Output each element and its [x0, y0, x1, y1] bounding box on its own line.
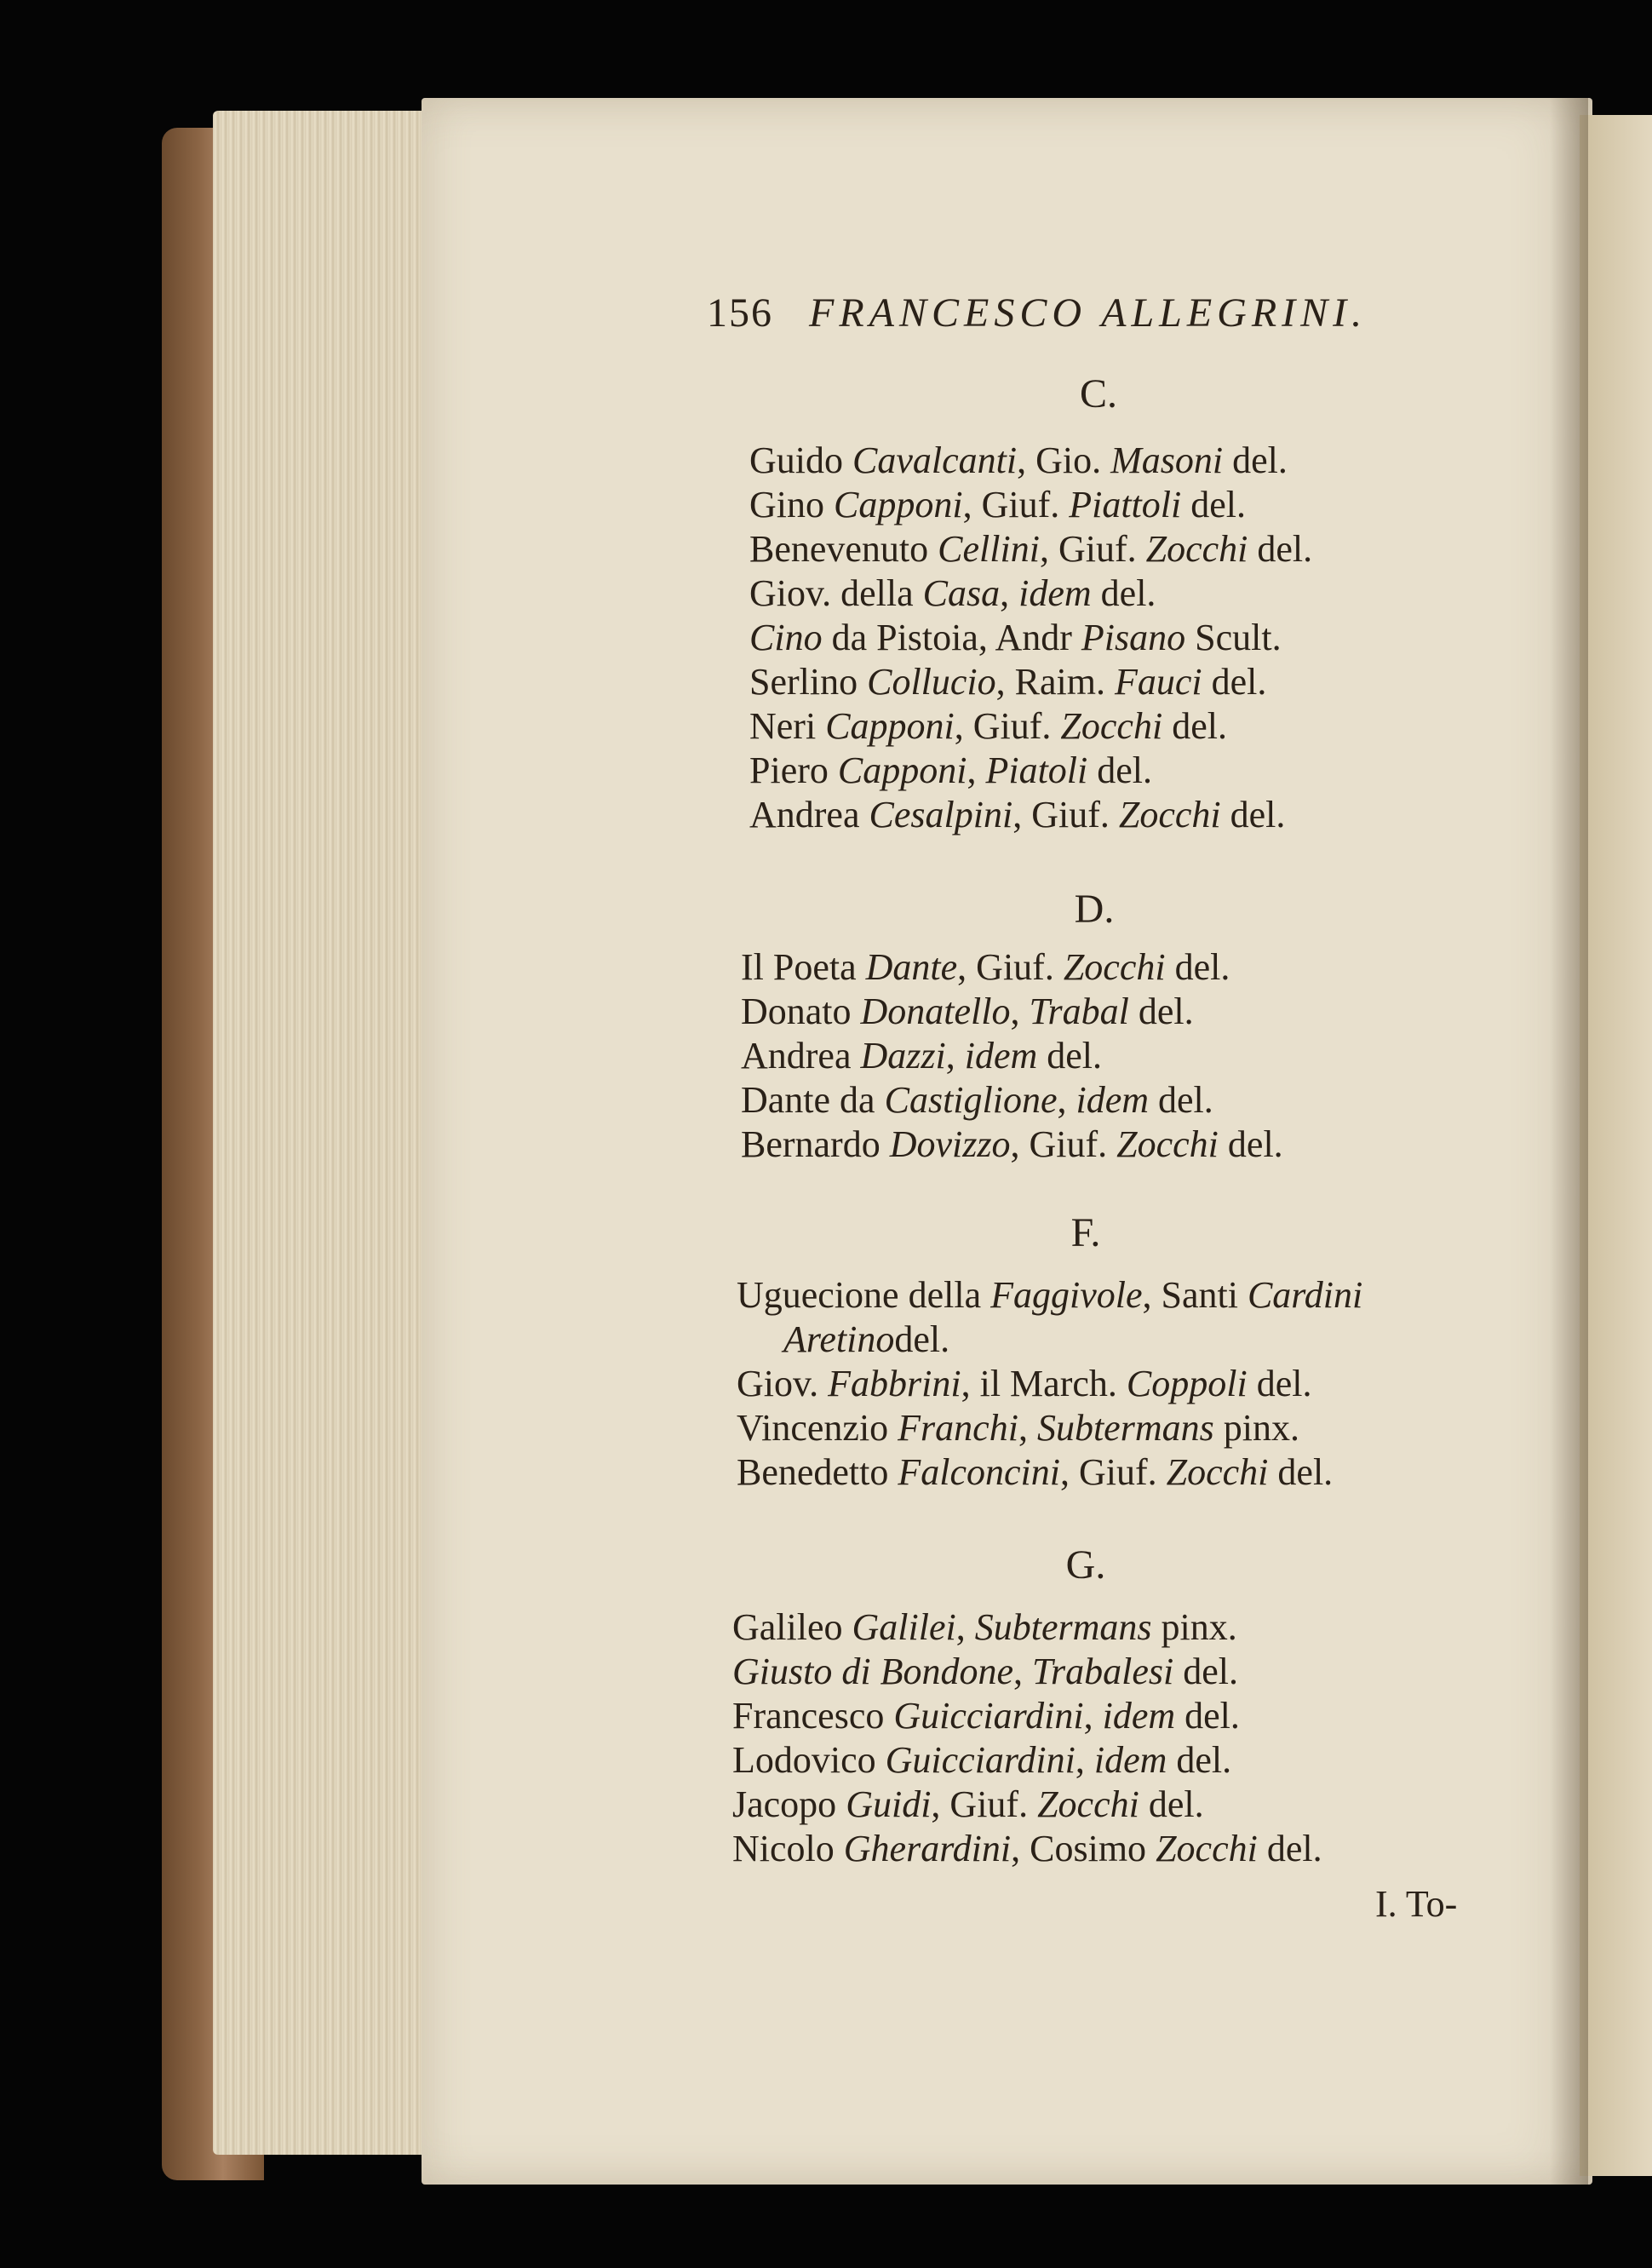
index-entry: [732, 1738, 1231, 1783]
entry-credit-it: Fauci: [1115, 661, 1202, 703]
entry-credit-pre: Giuf.: [949, 1783, 1029, 1825]
entry-credit-it: Masoni: [1110, 439, 1224, 481]
entry-name: Andrea: [749, 794, 860, 835]
index-entry: [741, 990, 1194, 1034]
entry-surname: Dante: [865, 946, 958, 988]
entry-sep: ,: [1012, 1651, 1023, 1692]
entry-surname: Cavalcanti: [852, 439, 1018, 481]
entry-sep: ,: [957, 946, 967, 988]
entry-sep: ,: [931, 1783, 941, 1825]
index-entry: [741, 945, 1230, 990]
index-entry: [749, 660, 1266, 704]
entry-credit-post: del.: [1185, 1695, 1240, 1737]
entry-credit-post: Scult.: [1195, 617, 1282, 658]
entry-credit-pre: Raim.: [1014, 661, 1105, 703]
entry-name: Francesco: [732, 1695, 885, 1737]
entry-credit-post: del.: [1138, 990, 1194, 1032]
index-entry: [749, 749, 1152, 793]
entry-credit-post: del.: [1230, 794, 1286, 835]
entry-surname: Capponi: [834, 484, 963, 525]
entry-credit-it: idem: [1076, 1079, 1150, 1121]
index-entry: [732, 1783, 1204, 1827]
entry-credit-it: Pisano: [1081, 617, 1186, 658]
entry-sep: ,: [1010, 1123, 1020, 1165]
entry-sep: ,: [1011, 1828, 1021, 1869]
entry-credit-it: Zocchi: [1063, 946, 1166, 988]
entry-credit-it: Piatoli: [985, 749, 1088, 791]
entry-name: Dante da: [741, 1079, 875, 1121]
entry-name: Piero: [749, 749, 829, 791]
entry-sep: ,: [1012, 794, 1023, 835]
entry-name: Vincenzio: [737, 1407, 889, 1449]
entry-credit-post: del.: [1047, 1035, 1103, 1077]
entry-credit-post: del.: [1190, 484, 1246, 525]
index-entry: [732, 1650, 1238, 1694]
entry-sep: ,: [1000, 572, 1010, 614]
entry-credit-pre: Giuf.: [1058, 528, 1137, 570]
entry-credit-post: del.: [1148, 1783, 1204, 1825]
index-entry: [732, 1694, 1240, 1738]
entry-credit-post: pinx.: [1161, 1606, 1237, 1648]
entry-surname: Falconcini: [898, 1451, 1060, 1493]
entry-surname: Guicciardini: [885, 1739, 1076, 1781]
entry-credit-post: pinx.: [1223, 1407, 1299, 1449]
entry-surname: Giusto di Bondone: [732, 1651, 1013, 1692]
entry-surname: Capponi: [837, 749, 967, 791]
entry-credit-pre: Cosimo: [1030, 1828, 1147, 1869]
entry-surname: Castiglione: [884, 1079, 1058, 1121]
entry-sep: ,: [967, 749, 977, 791]
entry-sep: ,: [1057, 1079, 1067, 1121]
entry-credit-it: idem: [1093, 1739, 1167, 1781]
entry-credit-post: del.: [1227, 1123, 1283, 1165]
index-entry: [732, 1827, 1322, 1871]
entry-surname: Dazzi: [860, 1035, 946, 1077]
entry-surname: Guidi: [846, 1783, 932, 1825]
entry-credit-post: del.: [1277, 1451, 1334, 1493]
entry-credit-pre: Andr: [995, 617, 1072, 658]
index-entry: [749, 616, 1282, 660]
entry-credit-it: Zocchi: [1145, 528, 1248, 570]
entry-sep: ,: [1142, 1274, 1152, 1316]
entry-credit-pre: Giuf.: [1079, 1451, 1157, 1493]
entry-credit-it: Piattoli: [1069, 484, 1182, 525]
entry-credit-it: Zocchi: [1156, 1828, 1258, 1869]
entry-surname: Cino: [749, 617, 823, 658]
entry-credit-post: del.: [1172, 705, 1227, 747]
entry-credit-pre: Giuf.: [1031, 794, 1110, 835]
entry-credit-post: del.: [1158, 1079, 1213, 1121]
gutter-shadow: [1550, 98, 1588, 2185]
entry-sep: ,: [1083, 1695, 1093, 1737]
entry-surname: Casa: [922, 572, 1001, 614]
entry-sep: ,: [945, 1035, 955, 1077]
entry-surname: Dovizzo: [889, 1123, 1011, 1165]
entry-surname: Faggivole: [990, 1274, 1143, 1316]
section-letter: G.: [1065, 1542, 1106, 1588]
entry-surname: Collucio: [867, 661, 996, 703]
entry-name: Andrea: [741, 1035, 852, 1077]
index-entry: [749, 439, 1288, 483]
entry-surname: Donatello: [860, 990, 1011, 1032]
entry-name: Serlino: [749, 661, 858, 703]
index-entry: [741, 1034, 1102, 1078]
entry-surname: Fabbrini: [828, 1363, 961, 1404]
entry-name: Bernardo: [741, 1123, 880, 1165]
entry-credit-it: Subtermans: [974, 1606, 1152, 1648]
entry-sep: ,: [995, 661, 1006, 703]
index-entry: [749, 483, 1246, 527]
entry-name: Lodovico: [732, 1739, 876, 1781]
entry-sep: ,: [1060, 1451, 1070, 1493]
entry-credit-post: del.: [1183, 1651, 1239, 1692]
entry-sep: ,: [1018, 1407, 1028, 1449]
index-entry: [737, 1406, 1299, 1450]
entry-credit-post: del.: [1174, 946, 1230, 988]
entry-credit-post: del.: [1232, 439, 1288, 481]
entry-credit-it: Zocchi: [1037, 1783, 1139, 1825]
entry-credit-post: del.: [1266, 1828, 1322, 1869]
entry-credit-it: Zocchi: [1060, 705, 1163, 747]
index-entry: [737, 1362, 1311, 1406]
facing-page: [1580, 115, 1652, 2176]
entry-credit-it: Zocchi: [1166, 1451, 1269, 1493]
entry-credit-post: del.: [1100, 572, 1156, 614]
entry-credit-post: del.: [1211, 661, 1267, 703]
entry-name: Nicolo: [732, 1828, 835, 1869]
entry-name: Uguecione della: [737, 1274, 982, 1316]
running-header: [707, 290, 1473, 336]
entry-credit-it: idem: [964, 1035, 1038, 1077]
entry-name: Neri: [749, 705, 817, 747]
entry-surname: Aretino: [783, 1318, 895, 1360]
entry-credit-it: Cardini: [1247, 1274, 1363, 1316]
entry-credit-it: Trabalesi: [1031, 1651, 1174, 1692]
entry-sep: ,: [1075, 1739, 1085, 1781]
entry-name: Benevenuto: [749, 528, 929, 570]
entry-credit-post: del.: [1176, 1739, 1232, 1781]
entry-credit-pre: il March.: [979, 1363, 1117, 1404]
index-entry: [749, 704, 1227, 749]
section-letter: F.: [1070, 1210, 1101, 1255]
entry-credit-pre: Giuf.: [972, 705, 1052, 747]
entry-credit-pre: Giuf.: [981, 484, 1060, 525]
entry-sep: ,: [955, 1606, 966, 1648]
entry-name: Benedetto: [737, 1451, 889, 1493]
index-entry: [783, 1318, 949, 1362]
entry-sep: da Pistoia,: [822, 617, 988, 658]
entry-surname: Franchi: [898, 1407, 1018, 1449]
entry-name: Guido: [749, 439, 843, 481]
entry-surname: Galilei: [852, 1606, 956, 1648]
section-letter: D.: [1074, 887, 1115, 932]
entry-surname: Capponi: [825, 705, 955, 747]
entry-name: Jacopo: [732, 1783, 837, 1825]
page-number: 156: [707, 290, 773, 336]
index-entry: [749, 793, 1285, 837]
index-entry: [741, 1078, 1213, 1123]
section-letter: C.: [1079, 371, 1117, 416]
entry-surname: Cesalpini: [869, 794, 1013, 835]
index-entry: [732, 1605, 1237, 1650]
entry-surname: Gherardini: [843, 1828, 1012, 1869]
page-edges: [213, 111, 426, 2155]
entry-credit-it: idem: [1102, 1695, 1176, 1737]
entry-credit-it: Trabal: [1029, 990, 1129, 1032]
entry-credit-it: Zocchi: [1118, 794, 1221, 835]
entry-credit-it: idem: [1018, 572, 1092, 614]
entry-sep: ,: [1017, 439, 1027, 481]
entry-credit-pre: Gio.: [1035, 439, 1102, 481]
entry-name: Donato: [741, 990, 852, 1032]
entry-name: Gino: [749, 484, 824, 525]
entry-sep: ,: [1039, 528, 1049, 570]
entry-credit-post: del.: [1097, 749, 1153, 791]
entry-name: Giov. della: [749, 572, 914, 614]
entry-credit-pre: Giuf.: [976, 946, 1054, 988]
page-title: FRANCESCO ALLEGRINI.: [809, 290, 1368, 336]
entry-sep: ,: [961, 1363, 971, 1404]
entry-sep: ,: [954, 705, 964, 747]
entry-credit-it: Zocchi: [1116, 1123, 1219, 1165]
entry-name: Il Poeta: [741, 946, 857, 988]
catchword: I. To-: [1375, 1883, 1458, 1925]
index-entry: [749, 527, 1312, 571]
entry-credit-post: del.: [894, 1318, 950, 1360]
index-entry: [737, 1450, 1333, 1495]
entry-credit-it: Coppoli: [1126, 1363, 1248, 1404]
entry-credit-post: del.: [1257, 528, 1313, 570]
entry-credit-post: del.: [1256, 1363, 1312, 1404]
entry-credit-pre: Giuf.: [1029, 1123, 1108, 1165]
entry-credit-pre: Santi: [1161, 1274, 1238, 1316]
index-entry: [737, 1273, 1362, 1318]
entry-surname: Cellini: [938, 528, 1040, 570]
entry-name: Giov.: [737, 1363, 819, 1404]
entry-name: Galileo: [732, 1606, 843, 1648]
index-entry: [741, 1123, 1283, 1167]
entry-sep: ,: [962, 484, 972, 525]
entry-surname: Guicciardini: [893, 1695, 1084, 1737]
index-entry: [749, 571, 1156, 616]
entry-credit-it: Subtermans: [1036, 1407, 1214, 1449]
entry-sep: ,: [1010, 990, 1020, 1032]
